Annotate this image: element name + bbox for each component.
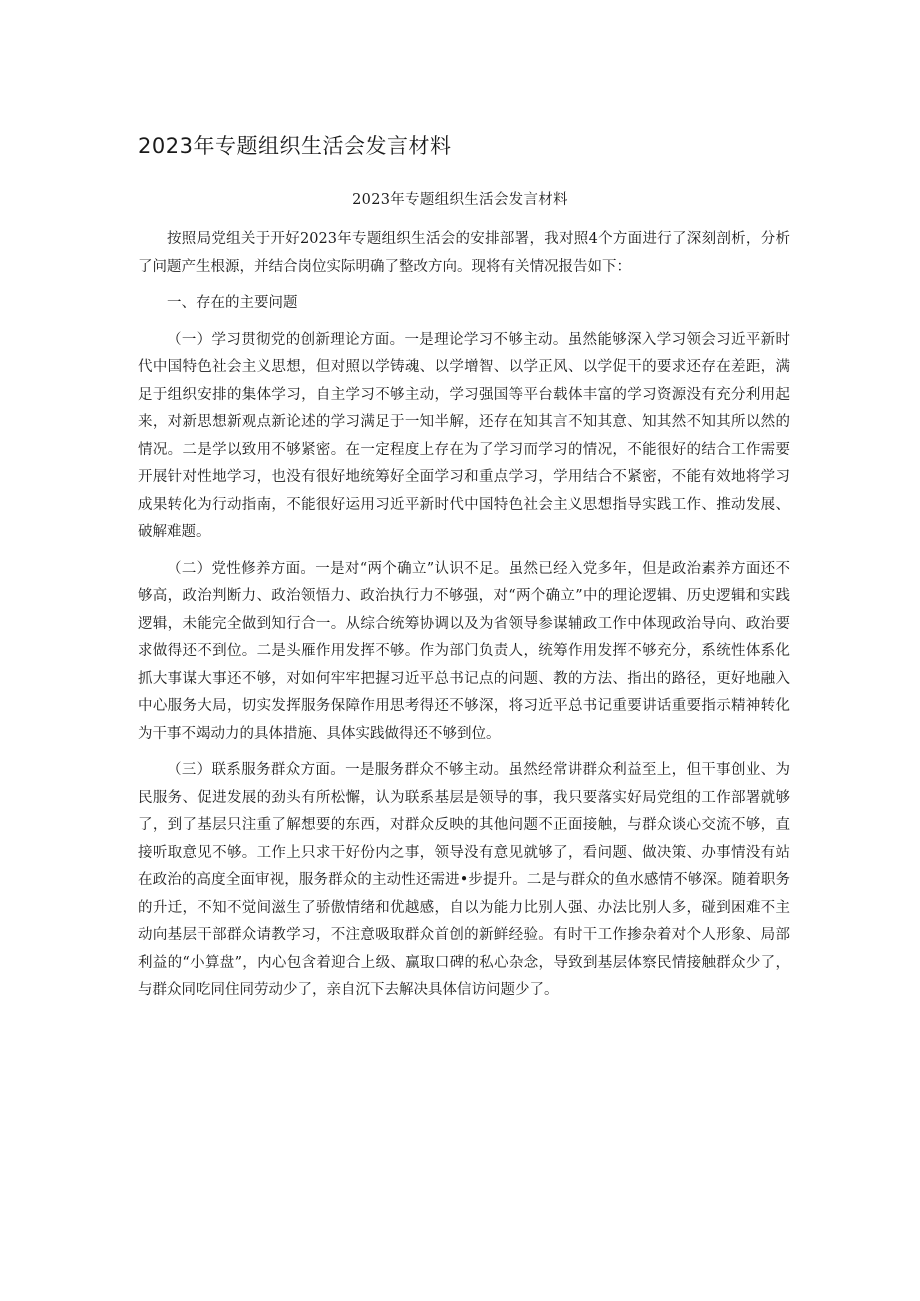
section-heading: 一、存在的主要问题 bbox=[167, 295, 298, 311]
body-paragraph: （三）联系服务群众方面。一是服务群众不够主动。虽然经常讲群众利益至上，但干事创业、为民服务、促进发展的劲头有所松懈，认为联系基层是领导的事，我只要落实好局党组的工作部署就够了，到了基层只注重了解想要的东西，对群众反映的其他问题不正面接触，与群众谈心交流不够，直接听取意见不够。工作上只求干好份内之事，领导没有意见就够了，看问题、做决策、办事情没有站在政治的高度全面审视，服务群众的主动性还需进•步提升。二是与群众的鱼水感情不够深。随着职务的升迁，不知不觉间滋生了骄傲情绪和优越感，自以为能力比别人强、办法比别人多，碰到困难不主动向基层干部群众请教学习，不注意吸取群众首创的新鲜经验。有时干工作掺杂着对个人形象、局部利益的“小算盘”，内心包含着迎合上级、赢取口碑的私心杂念，导致到基层体察民情接触群众少了，与群众同吃同住同劳动少了，亲自沉下去解决具体信访问题少了。 bbox=[138, 762, 790, 998]
document-title: 2023年专题组织生活会发言材料 bbox=[138, 134, 452, 158]
intro-paragraph: 按照局党组关于开好2023年专题组织生活会的安排部署，我对照4个方面进行了深刻剖析，分析了问题产生根源，并结合岗位实际明确了整改方向。现将有关情况报告如下： bbox=[138, 231, 790, 275]
body-paragraph: （二）党性修养方面。一是对“两个确立”认识不足。虽然已经入党多年，但是政治素养方面还不够高，政治判断力、政治领悟力、政治执行力不够强，对“两个确立”中的理论逻辑、历史逻辑和实践逻辑，未能完全做到知行合一。从综合统筹协调以及为省领导参谋辅政工作中体现政治导向、政治要求做得还不到位。二是头雁作用发挥不够。作为部门负责人，统筹作用发挥不够充分，系统性体系化抓大事谋大事还不够，对如何牢牢把握习近平总书记点的问题、教的方法、指出的路径，更好地融入中心服务大局，切实发挥服务保障作用思考得还不够深，将习近平总书记重要讲话重要指示精神转化为干事不竭动力的具体措施、具体实践做得还不够到位。 bbox=[138, 560, 790, 742]
document-body bbox=[138, 226, 790, 1005]
body-paragraph: （一）学习贯彻党的创新理论方面。一是理论学习不够主动。虽然能够深入学习领会习近平新时代中国特色社会主义思想，但对照以学铸魂、以学增智、以学正风、以学促干的要求还存在差距，满足于组织安排的集体学习，自主学习不够主动，学习强国等平台载体丰富的学习资源没有充分利用起来，对新思想新观点新论述的学习满足于一知半解，还存在知其言不知其意、知其然不知其所以然的情况。二是学以致用不够紧密。在一定程度上存在为了学习而学习的情况，不能很好的结合工作需要开展针对性地学习，也没有很好地统筹好全面学习和重点学习，学用结合不紧密，不能有效地将学习成果转化为行动指南，不能很好运用习近平新时代中国特色社会主义思想指导实践工作、推动发展、破解难题。 bbox=[138, 331, 790, 540]
document-subtitle: 2023年专题组织生活会发言材料 bbox=[352, 192, 568, 208]
